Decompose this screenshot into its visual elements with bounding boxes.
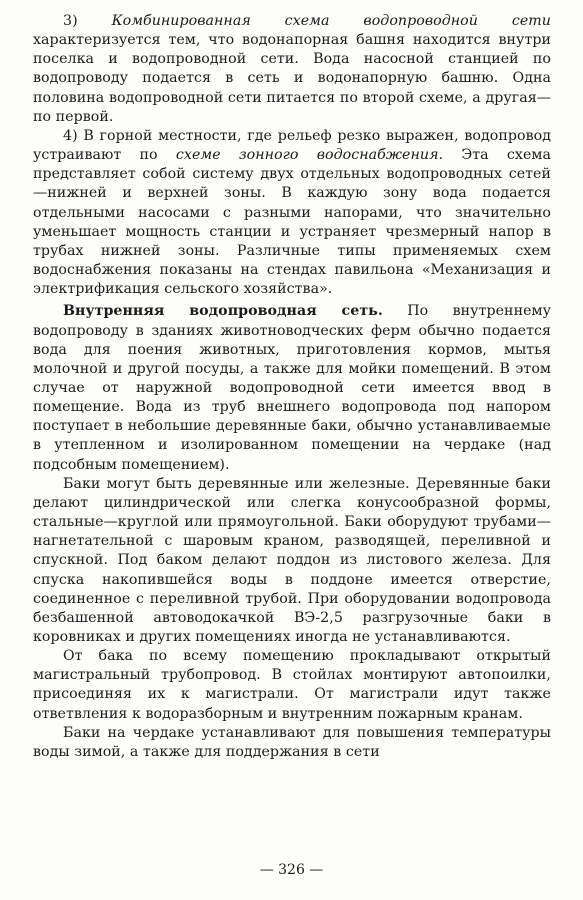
paragraph-text: характеризуется тем, что водонапорная башня находится внутри поселка и водопроводной сети. Вода насосной станцией по водопроводу подается в сеть и водонапорную башню. Одна половина водопроводной сети питается по второй схеме, а другая—по первой. (33, 32, 551, 125)
italic-term: схеме зонного водоснабжения. (175, 147, 444, 164)
italic-term: Комбинированная схема водопроводной сети (111, 13, 551, 29)
paragraph-text: Эта схема представляет собой систему двух отдельных водопроводных сетей—нижней и верхней зоны. В каждую зону вода подается отдельными насосами с разными напорами, что значительно уменьшает мощность станции и устраняет чрезмерный напор в трубах нижней зоны. Различные типы применяемых схем водоснабжения показаны на стендах павильона «Механизация и электрификация сельского хозяйства». (33, 147, 551, 298)
body-text (33, 12, 551, 762)
paragraph-lead: 3) (63, 13, 112, 29)
paragraph-attic-tanks: Баки на чердаке устанавливают для повышения температуры воды зимой, а также для поддержания в сети (33, 724, 551, 760)
paragraph-combined-scheme (33, 12, 551, 127)
page-number: — 326 — (259, 862, 324, 878)
paragraph-lead: 4) В горной местности, где рельеф резко выражен, водопровод устраивают по (33, 127, 551, 164)
paragraph-tanks: Баки могут быть деревянные или железные. Деревянные баки делают цилиндрической или слегка конусообразной формы, стальные—круглой или прямоугольной. Баки оборудуют трубами—нагнетательной с шаровым краном, разводящей, переливной и спускной. Под баком делают поддон из листового железа. Для спуска накопившейся воды в поддоне имеется отверстие, соединенное с переливной трубой. При оборудовании водопровода безбашенной автоводокачкой ВЭ-2,5 разгрузочные баки в коровниках и других помещениях иногда не устанавливаются. (33, 475, 551, 645)
paragraph-zone-scheme (33, 127, 551, 299)
paragraph-text: По внутреннему водопроводу в зданиях животноводческих ферм обычно подается вода для поения животных, приготовления кормов, мытья молочной и другой посуды, а также для мойки помещений. В этом случае от наружной водопроводной сети имеется ввод в помещение. Вода из труб внешнего водопровода под напором поступает в небольшие деревянные баки, обычно устанавливаемые в утепленном и изолированном помещении на чердаке (над подсобным помещением). (33, 303, 552, 473)
section-heading: Внутренняя водопроводная сеть. (63, 303, 383, 320)
paragraph-internal-network (33, 302, 551, 474)
paragraph-pipeline: От бака по всему помещению прокладывают открытый магистральный трубопровод. В стойлах монтируют автопоилки, присоединяя их к магистрали. От магистрали идут также ответвления к водоразборным и внутренним пожарным кранам. (33, 648, 551, 722)
